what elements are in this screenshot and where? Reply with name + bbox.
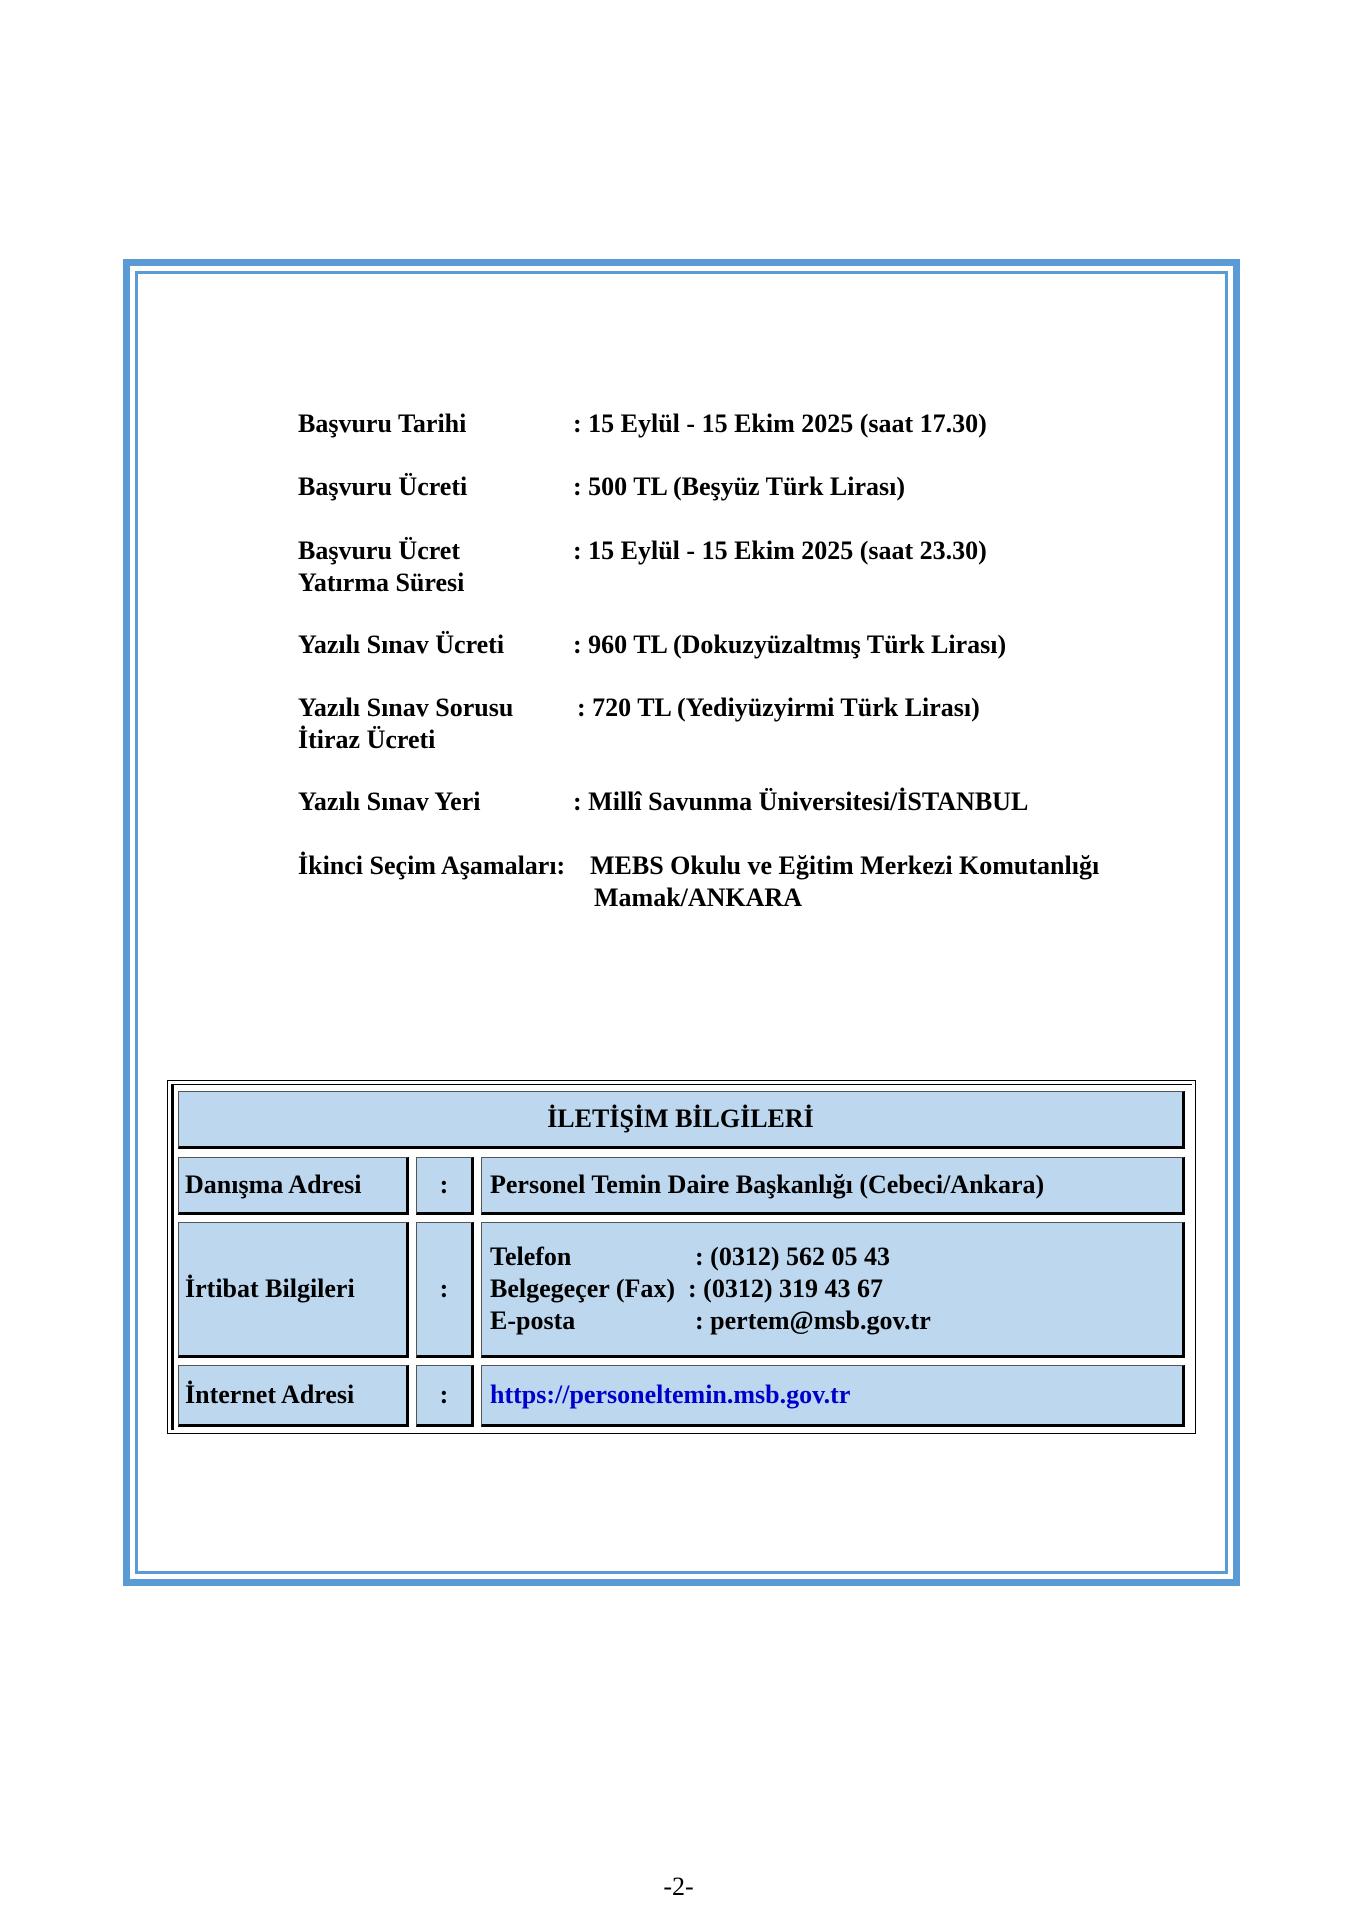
detail-label: Yazılı Sınav Ücreti (298, 630, 505, 659)
detail-value: : Millî Savunma Üniversitesi/İSTANBUL (573, 787, 1029, 816)
phone-value: : (0312) 562 05 43 (695, 1242, 890, 1271)
detail-label: Başvuru Tarihi (298, 409, 467, 438)
contact-colon: : (416, 1222, 474, 1358)
web-value-cell (481, 1365, 1185, 1427)
contact-label: İrtibat Bilgileri (178, 1222, 409, 1358)
detail-value: : 720 TL (Yediyüzyirmi Türk Lirası) (577, 693, 980, 722)
fax-value: : (0312) 319 43 67 (688, 1274, 883, 1303)
address-colon: : (416, 1157, 474, 1215)
detail-label: Yatırma Süresi (298, 568, 465, 597)
detail-value: : 500 TL (Beşyüz Türk Lirası) (573, 472, 906, 501)
contact-info-table (167, 1080, 1196, 1434)
detail-value: : 15 Eylül - 15 Ekim 2025 (saat 17.30) (573, 409, 987, 438)
detail-label: Yazılı Sınav Sorusu (298, 693, 514, 722)
web-label: İnternet Adresi (178, 1365, 409, 1427)
detail-label: İtiraz Ücreti (298, 725, 436, 754)
contact-details (481, 1222, 1185, 1358)
detail-value: : 960 TL (Dokuzyüzaltmış Türk Lirası) (573, 630, 1007, 659)
detail-label: İkinci Seçim Aşamaları: (298, 851, 566, 880)
email-value: : pertem@msb.gov.tr (695, 1306, 931, 1335)
contact-title: İLETİŞİM BİLGİLERİ (178, 1091, 1185, 1149)
page-number: -2- (663, 1872, 694, 1901)
email-label: E-posta (490, 1306, 576, 1335)
fax-label: Belgegeçer (Fax) (490, 1274, 676, 1303)
detail-label: Yazılı Sınav Yeri (298, 787, 481, 816)
address-label: Danışma Adresi (178, 1157, 409, 1215)
detail-value: MEBS Okulu ve Eğitim Merkezi Komutanlığı (590, 851, 1100, 880)
detail-value: : 15 Eylül - 15 Ekim 2025 (saat 23.30) (573, 536, 987, 565)
address-value: Personel Temin Daire Başkanlığı (Cebeci/Ankara) (481, 1157, 1185, 1215)
detail-label: Başvuru Ücret (298, 536, 461, 565)
phone-label: Telefon (490, 1242, 572, 1271)
web-colon: : (416, 1365, 474, 1427)
detail-value: Mamak/ANKARA (594, 883, 802, 912)
website-link[interactable]: https://personeltemin.msb.gov.tr (490, 1380, 851, 1409)
detail-label: Başvuru Ücreti (298, 472, 468, 501)
